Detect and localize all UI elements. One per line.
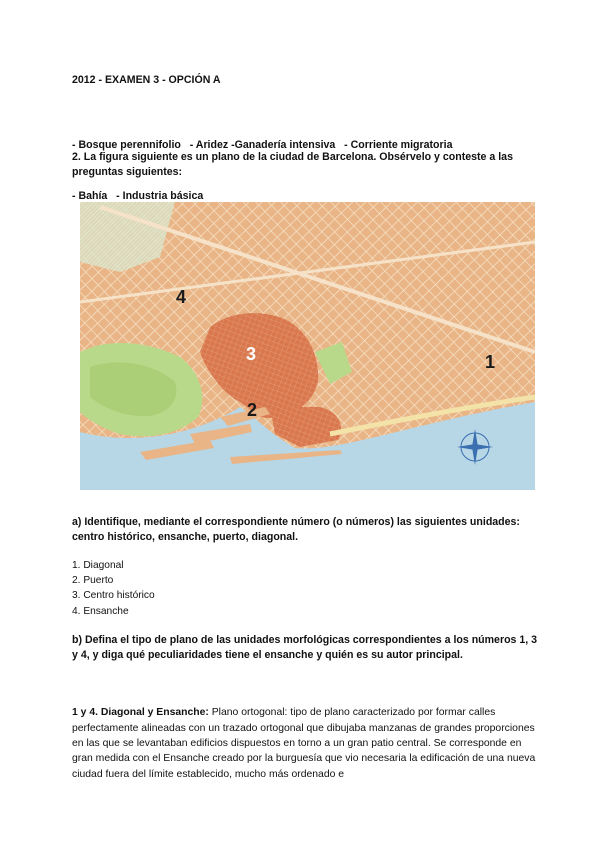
exam-title: 2012 - EXAMEN 3 - OPCIÓN A [72,74,221,86]
terms-line-1: - Bosque perennifolio - Aridez -Ganadería intensiva - Corriente migratoria [72,139,453,151]
answer-b [72,705,542,781]
terms-line-2: - Bahía - Industria básica [72,190,204,202]
map-label-1: 1 [485,352,496,372]
answer-list [72,558,155,619]
answer-b-heading: 1 y 4. Diagonal y Ensanche: [72,707,209,719]
question-a: a) Identifique, mediante el correspondiente número (o números) las siguientes unidades: centro histórico, ensanche, puerto, diagonal. [72,516,520,543]
answer-b-text: Plano ortogonal: tipo de plano caracterizado por formar calles perfectamente alineadas con un trazado ortogonal que dibujaba manzanas de grandes proporciones en las que se levantaban edificios dispuestos en torno a un gran patio central. Se corresponde en gran medida con el Ensanche creado por la burguesía que vio necesaria la edificación de una nueva ciudad fuera del límite establecido, mucho más ordenado e [72,707,536,780]
answer-item: 1. Diagonal [72,560,124,571]
question-2: 2. La figura siguiente es un plano de la ciudad de Barcelona. Obsérvelo y conteste a las preguntas siguientes: [72,151,513,178]
map-label-3: 3 [246,344,257,364]
map-label-2: 2 [247,400,258,420]
map-label-4: 4 [176,287,187,307]
question-b: b) Defina el tipo de plano de las unidades morfológicas correspondientes a los números 1, 3 y 4, y diga qué peculiaridades tiene el ensanche y quién es su autor principal. [72,634,538,661]
answer-item: 4. Ensanche [72,605,129,617]
answer-item: 3. Centro histórico [72,590,155,602]
barcelona-map [80,202,535,490]
answer-item: 2. Puerto [72,575,114,587]
